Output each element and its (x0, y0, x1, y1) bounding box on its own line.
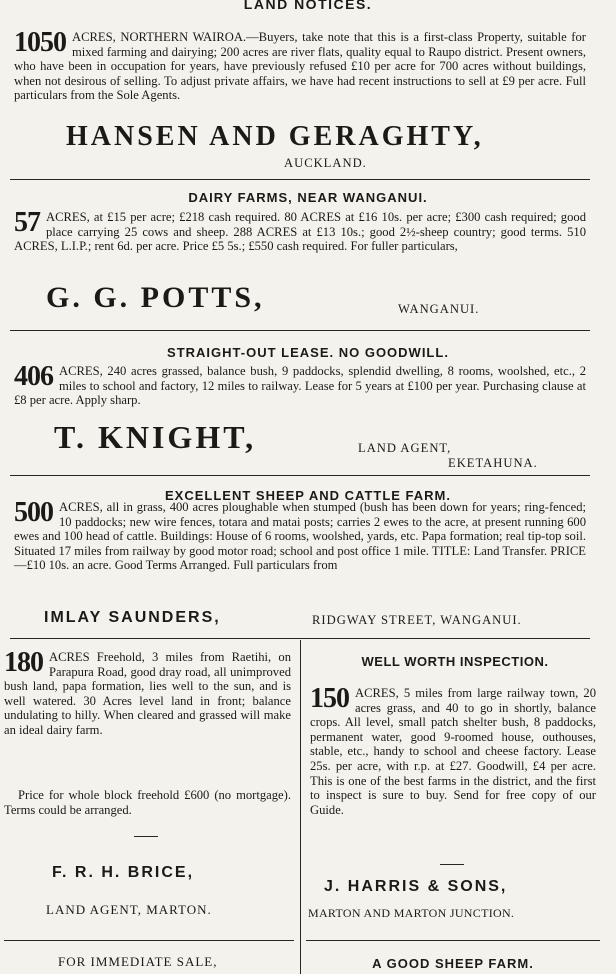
agent-place: AUCKLAND. (284, 156, 367, 170)
footer-left-heading: FOR IMMEDIATE SALE, (58, 954, 218, 969)
agent-role: LAND AGENT, (358, 441, 452, 455)
ad-text: ACRES, NORTHERN WAIROA.—Buyers, take note that this is a first-class Property, suitable for mixed farming and dairying; 200 acres are river flats, quality equal to Raupo district. Present owners, who have been in occupation for years, have previously refused £10 per acre for 700 acres without buildings, when not desirous of selling. To adjust private affairs, we have had recent instructions to sell at £9 per acre. Full particulars from the Sole Agents. (14, 30, 586, 103)
agent-place: EKETAHUNA. (448, 456, 538, 470)
divider (306, 940, 600, 941)
ad-text: ACRES, 240 acres grassed, balance bush, 9 paddocks, splendid dwelling, 8 rooms, woolshed, etc., 2 miles to school and factory, 12 miles to railway. Lease for 5 years at £100 per year. Purchasing clause at £8 per acre. Apply sharp. (14, 364, 586, 408)
acreage-number: 500 (14, 497, 53, 528)
acreage-number: 180 (4, 647, 43, 678)
section-title: LAND NOTICES. (243, 0, 373, 12)
ad-heading: WELL WORTH INSPECTION. (361, 654, 549, 669)
short-rule (440, 864, 464, 865)
agent-name: J. HARRIS & SONS, (324, 878, 508, 895)
acreage-number: 1050 (14, 27, 66, 58)
acreage-number: 150 (310, 683, 349, 714)
agent-name: F. R. H. BRICE, (52, 864, 195, 881)
divider (10, 179, 590, 180)
agent-place: RIDGWAY STREET, WANGANUI. (312, 613, 522, 627)
ad-straight-out-lease (14, 361, 586, 408)
divider (10, 330, 590, 331)
divider (10, 638, 590, 639)
ad-well-worth-inspection (310, 683, 596, 817)
divider (4, 940, 294, 941)
ad-heading: DAIRY FARMS, NEAR WANGANUI. (188, 190, 428, 205)
agent-place: LAND AGENT, MARTON. (46, 902, 212, 917)
agent-place: MARTON AND MARTON JUNCTION. (308, 906, 515, 920)
acreage-number: 57 (14, 207, 40, 238)
ad-sheep-cattle-farm (14, 497, 586, 573)
divider (10, 475, 590, 476)
acreage-number: 406 (14, 361, 53, 392)
ad-text: ACRES, 5 miles from large railway town, 20 acres grass, and 40 to go in shortly, balance crops. All level, small patch shelter bush, 8 paddocks, permanent water, good 9-roomed house, outhouses, stable, etc., handy to school and cheese factory. Lease 25s. per acre, with r.p. at £27. Goodwill, £4 per acre. This is one of the best farms in the district, and the first to inspect is sure to buy. Send for free copy of our Guide. (310, 686, 596, 817)
short-rule (134, 836, 158, 837)
agent-name: T. KNIGHT, (54, 419, 257, 455)
ad-price-text: Price for whole block freehold £600 (no mortgage). Terms could be arranged. (4, 788, 291, 817)
column-divider (300, 640, 301, 974)
footer-right-heading: A GOOD SHEEP FARM. (372, 956, 534, 971)
ad-text: ACRES, at £15 per acre; £218 cash required. 80 ACRES at £16 10s. per acre; £300 cash required; good place carrying 25 cows and sheep. 288 ACRES at £13 10s.; good 2½-sheep country; good terms. 510 ACRES, L.I.P.; rent 6d. per acre. Price £5 5s.; £550 cash required. For fuller particulars, (14, 210, 586, 254)
ad-heading: EXCELLENT SHEEP AND CATTLE FARM. (165, 488, 451, 503)
ad-northern-wairoa (14, 27, 586, 103)
agent-name: HANSEN AND GERAGHTY, (66, 121, 484, 152)
ad-text: ACRES Freehold, 3 miles from Raetihi, on Parapura Road, good dray road, all unimproved bush land, papa formation, lies well to the sun, and is well watered. 30 Acres level land in front; balance undulating to hilly. When cleared and grassed will make an ideal dairy farm. (4, 650, 291, 737)
agent-name: IMLAY SAUNDERS, (44, 609, 221, 626)
agent-name: G. G. POTTS, (46, 281, 265, 314)
ad-dairy-farms (14, 207, 586, 254)
ad-raetihi-freehold (4, 647, 291, 738)
ad-heading: STRAIGHT-OUT LEASE. NO GOODWILL. (167, 345, 449, 360)
ad-text: ACRES, all in grass, 400 acres ploughable when stumped (bush has been down for years; ring-fenced; 10 paddocks; new wire fences, totara and matai posts; carries 2 ewes to the acre, at present running 600 ewes and 100 head of cattle. Buildings: House of 6 rooms, woolshed, yards, etc. Papa formation; real tip-top soil. Situated 17 miles from railway by good motor road; school and post office 1 mile. TITLE: Land Transfer. PRICE—£10 10s. an acre. Good Terms Arranged. Full particulars from (14, 500, 586, 573)
agent-place: WANGANUI. (398, 302, 480, 316)
